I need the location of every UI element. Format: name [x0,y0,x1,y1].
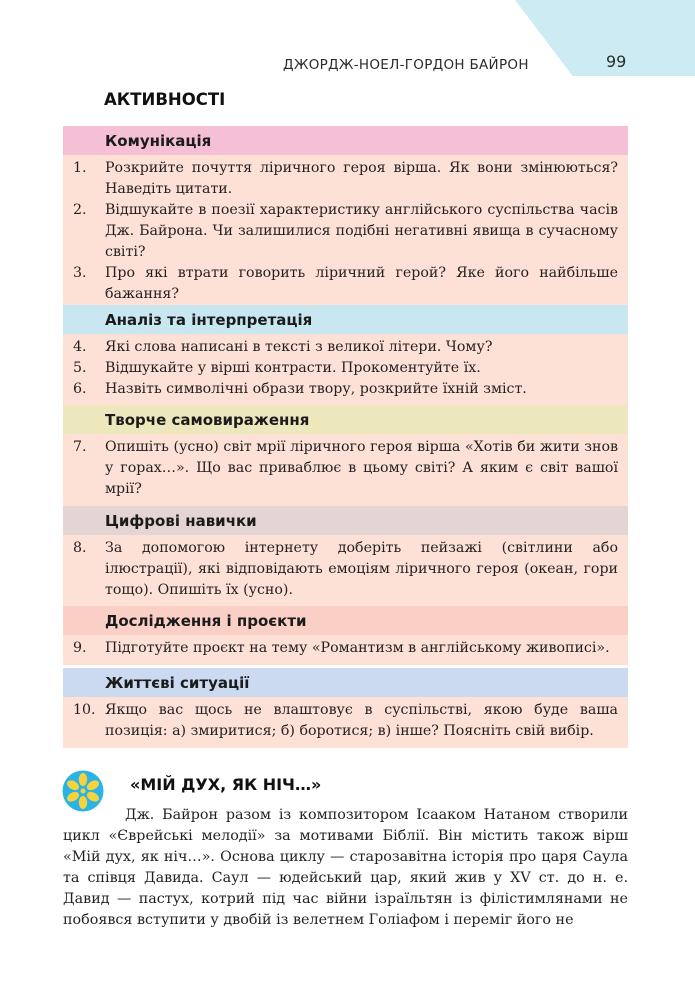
running-title: ДЖОРДЖ-НОЕЛ-ГОРДОН БАЙРОН [283,57,529,73]
block-body [63,334,628,406]
question-text: Які слова написані в тексті з великої літери. Чому? [105,339,493,355]
block-communication [63,126,628,311]
question-number: 9. [73,640,87,656]
block-title: Дослідження і проєкти [63,606,628,635]
block-title: Аналіз та інтерпретація [63,305,628,334]
question-number: 6. [73,381,87,397]
question-text: Опишіть (усно) світ мрії ліричного героя вірша «Хотів би жити знов у горах…». Що вас приваблює в цьому світі? А яким є світ вашої мрії? [105,439,618,497]
block-title: Комунікація [63,126,628,155]
paragraph: Дж. Байрон разом із композитором Ісааком Натаном створили цикл «Єврейські мелодії» за мотивами Біблії. Він містить також вірш «Мій дух, як ніч…». Основа циклу — старозавітна історія про царя Саула та співця Давида. Саул — юдейський цар, який жив у XV ст. до н. е. Давид — пастух, котрий під час війни ізраїльтян із філістимлянами не побоявся вступити у двобій із велетнем Голіафом і переміг його не [63,807,628,928]
question-number: 7. [73,439,87,455]
question-number: 1. [73,160,87,176]
question-item [73,263,618,305]
block-analysis [63,305,628,406]
question-text: Підготуйте проєкт на тему «Романтизм в англійському живописі». [105,640,610,656]
question-number: 2. [73,202,87,218]
block-title: Цифрові навички [63,506,628,535]
block-body [63,155,628,311]
block-research [63,606,628,665]
block-digital [63,506,628,607]
question-item [73,337,618,358]
question-number: 8. [73,540,87,556]
activities-title: АКТИВНОСТІ [104,90,226,109]
question-item [73,358,618,379]
block-body [63,697,628,748]
question-item [73,437,618,500]
block-body [63,635,628,665]
question-number: 10. [73,702,96,718]
question-item [73,158,618,200]
section-title: «МІЙ ДУХ, ЯК НІЧ…» [130,775,322,794]
block-life [63,668,628,748]
block-creative [63,405,628,506]
question-text: Відшукайте у вірші контрасти. Прокоментуйте їх. [105,360,481,376]
question-text: Назвіть символічні образи твору, розкрийте їхній зміст. [105,381,527,397]
question-text: Якщо вас щось не влаштовує в суспільстві, якою буде ваша позиція: а) змиритися; б) боротися; в) інше? Поясніть свій вибір. [105,702,618,739]
question-text: За допомогою інтернету доберіть пейзажі (світлини або ілюстрації), які відповідають емоціям ліричного героя (океан, гори тощо). Опишіть їх (усно). [105,540,618,598]
block-title: Творче самовираження [63,405,628,434]
block-body [63,535,628,607]
question-text: Розкрийте почуття ліричного героя вірша. Як вони змінюються? Наведіть цитати. [105,160,618,197]
block-title: Життєві ситуації [63,668,628,697]
body-text [63,805,628,931]
question-item [73,379,618,400]
question-item [73,538,618,601]
question-number: 4. [73,339,87,355]
question-number: 3. [73,265,87,281]
question-text: Про які втрати говорить ліричний герой? Яке його найбільше бажання? [105,265,618,302]
page-number: 99 [606,52,627,71]
question-number: 5. [73,360,87,376]
corner-decoration [515,0,695,76]
question-item [73,700,618,742]
question-text: Відшукайте в поезії характеристику англійського суспільства часів Дж. Байрона. Чи залишилися подібні негативні явища в сучасному світі? [105,202,618,260]
question-item [73,200,618,263]
block-body [63,434,628,506]
question-item [73,638,618,659]
